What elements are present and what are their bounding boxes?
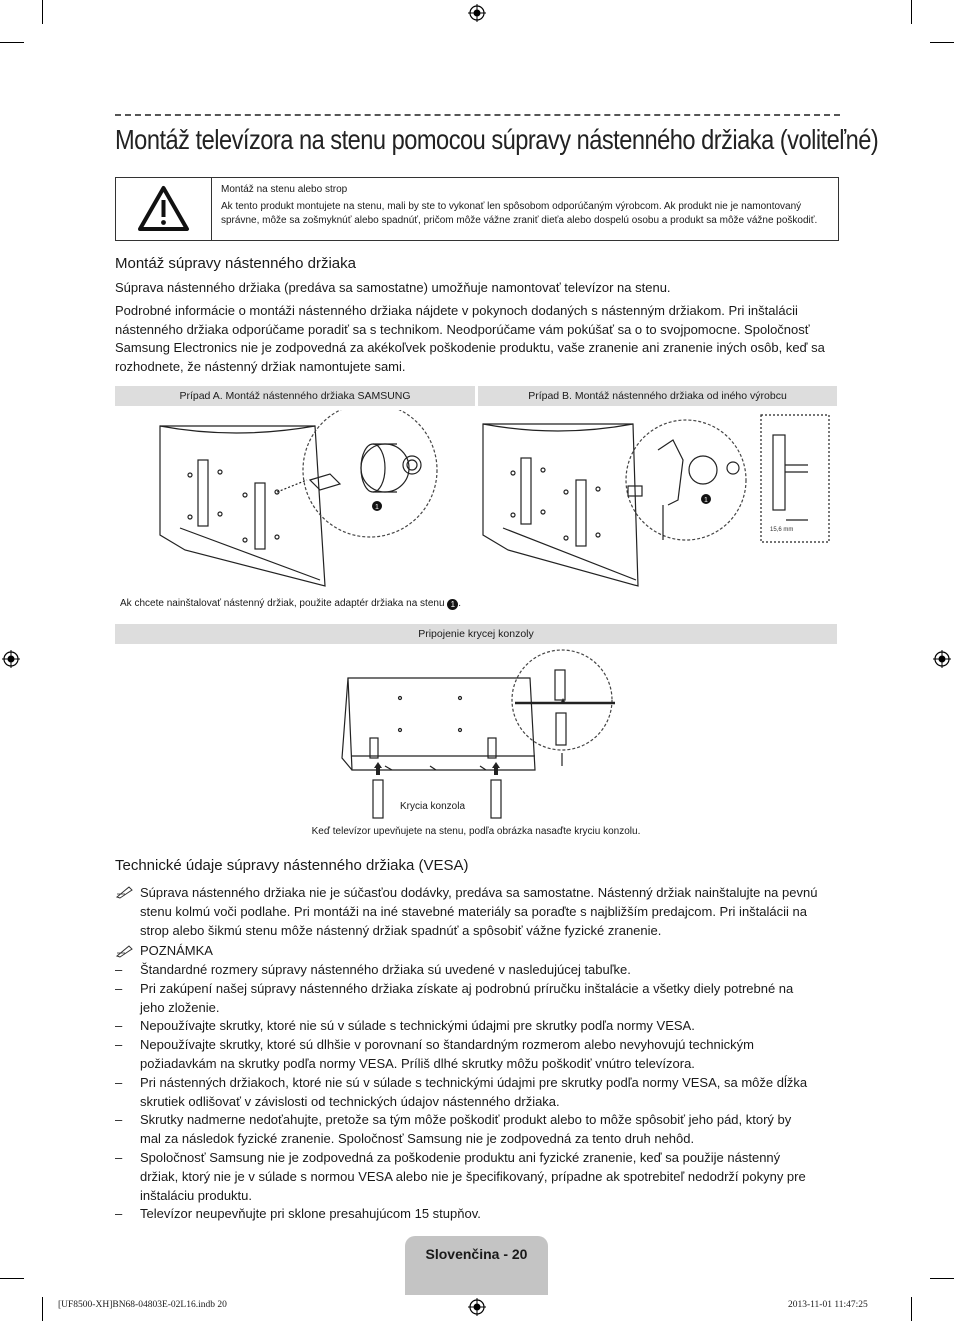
dash-bullet: – (115, 1112, 123, 1128)
registration-mark-icon (468, 4, 486, 22)
print-slug-left: [UF8500-XH]BN68-04803E-02L16.indb 20 (58, 1300, 227, 1310)
print-slug-right: 2013-11-01 11:47:25 (788, 1300, 868, 1310)
crop-mark (42, 0, 43, 24)
list-item (115, 1074, 815, 1112)
case-b-illustration (478, 410, 838, 595)
pencil-note-icon (116, 944, 134, 958)
dash-bullet: – (115, 1074, 123, 1090)
list-item (115, 980, 815, 1018)
case-b-bar: Prípad B. Montáž nástenného držiaka od iného výrobcu (478, 386, 837, 406)
dash-bullet: – (115, 1206, 123, 1222)
warning-triangle-icon (116, 178, 211, 240)
crop-mark (911, 1297, 912, 1321)
dimension-label: 15,6 mm (770, 527, 794, 533)
list-item (115, 1017, 815, 1036)
list-item (115, 1149, 815, 1205)
list-item-text: Nepoužívajte skrutky, ktoré nie sú v súlade s technickými údajmi pre skrutky podľa normy VESA. (140, 1018, 695, 1034)
registration-mark-icon (468, 1298, 486, 1316)
marker-1: 1 (704, 497, 708, 504)
page-number-tab (405, 1236, 548, 1295)
registration-mark-icon (933, 650, 951, 668)
pencil-note-icon (116, 885, 134, 899)
paragraph: Podrobné informácie o montáži nástenného držiaka nájdete v pokynoch dodaných s nástenným držiakom. Pri inštalácii nástenného držiaka odporúčame poradiť sa s technikom. Neodporúčame vám pokúšať sa o to svojpomocne. Spoločnosť Samsung Electronics nie je zodpovedná za akékoľvek poškodenie produktu, vaše zranenie ani zranenie iných osôb, keď sa rozhodnete, že nástenný držiak namontujete sami. (115, 303, 825, 374)
crop-mark (911, 0, 912, 24)
list-item (115, 1111, 815, 1149)
warning-heading: Montáž na stenu alebo strop (221, 184, 348, 195)
case-a-bar: Prípad A. Montáž nástenného držiaka SAMSUNG (115, 386, 475, 406)
warning-icon-cell (116, 178, 212, 240)
section-heading: Montáž súpravy nástenného držiaka (115, 255, 356, 272)
dash-bullet: – (115, 1037, 123, 1053)
warning-box (115, 177, 839, 241)
adapter-note-end: . (458, 598, 462, 609)
crop-mark (42, 1297, 43, 1321)
title-rule (115, 114, 840, 116)
section-heading: Technické údaje súpravy nástenného držiaka (VESA) (115, 857, 469, 874)
paragraph: Súprava nástenného držiaka (predáva sa samostatne) umožňuje namontovať televízor na stenu. (115, 280, 671, 295)
dash-bullet: – (115, 962, 123, 977)
cover-bracket-label: Krycia konzola (400, 801, 466, 812)
cover-bracket-bar: Pripojenie krycej konzoly (115, 624, 837, 644)
list-item (115, 961, 815, 980)
warning-body: Ak tento produkt montujete na stenu, mali by ste to vykonať len spôsobom odporúčaným výrobcom. Ak produkt nie je namontovaný správne, môže sa zošmyknúť alebo spadnúť, pričom môže vážne zraniť dieťa alebo dospelú osobu a produkt sa môže vážne poškodiť. (221, 201, 818, 226)
adapter-note (120, 598, 461, 610)
note-intro: Súprava nástenného držiaka nie je súčasťou dodávky, predáva sa samostatne. Nástenný držiak nainštalujte na pevnú stenu kolmú voči podlahe. Pri montáži na iné stavebné materiály sa poraďte s najbližším predajcom. Pri inštalácii na strop alebo šikmú stenu môže nástenný držiak spadnúť a spôsobiť vážne fyzické zranenie. (140, 885, 818, 938)
marker-1: 1 (447, 599, 458, 610)
cover-bracket-illustration (330, 648, 620, 823)
adapter-note-text: Ak chcete nainštalovať nástenný držiak, použite adaptér držiaka na stenu (120, 598, 445, 609)
crop-mark (0, 42, 24, 43)
dash-bullet: – (115, 1018, 123, 1034)
list-item (115, 1036, 815, 1074)
dash-bullet: – (115, 1149, 123, 1165)
case-a-illustration (115, 410, 475, 595)
note-label: POZNÁMKA (140, 943, 213, 958)
note-items (115, 961, 815, 1224)
page-number: Slovenčina - 20 (425, 1246, 528, 1262)
list-item (115, 1205, 815, 1224)
crop-mark (930, 42, 954, 43)
list-item-text: Televízor neupevňujte pri sklone presahujúcom 15 stupňov. (140, 1206, 481, 1222)
crop-mark (0, 1278, 24, 1279)
marker-1: 1 (375, 504, 379, 511)
list-item-text: Pri zakúpení našej súpravy nástenného držiaka získate aj podrobnú príručku inštalácie a všetky diely potrebné na jeho zloženie. (140, 980, 794, 1015)
cover-bracket-note: Keď televízor upevňujete na stenu, podľa obrázka nasaďte kryciu konzolu. (311, 826, 641, 837)
registration-mark-icon (2, 650, 20, 668)
list-item-text: Štandardné rozmery súpravy nástenného držiaka sú uvedené v nasledujúcej tabuľke. (140, 962, 631, 977)
crop-mark (930, 1278, 954, 1279)
dash-bullet: – (115, 980, 123, 996)
list-item-text: Skrutky nadmerne nedoťahujte, pretože sa tým môže poškodiť produkt alebo to môže spôsobiť jeho pád, ktorý by mal za následok fyzické zranenie. Spoločnosť Samsung nie je zodpovedná za tento druh nehôd. (140, 1112, 792, 1147)
page-title: Montáž televízora na stenu pomocou súpravy nástenného držiaka (voliteľné) (115, 124, 879, 155)
list-item-text: Pri nástenných držiakoch, ktoré nie sú v súlade s technickými údajmi pre skrutky podľa normy VESA, sa môže dĺžka skrutiek odlišovať v závislosti od technických údajov nástenného držiaka. (140, 1074, 808, 1109)
list-item-text: Nepoužívajte skrutky, ktoré sú dlhšie v porovnaní so štandardným rozmerom alebo nevyhovujú technickým požiadavkám na skrutky podľa normy VESA. Príliš dlhé skrutky môžu poškodiť vnútro televízora. (140, 1037, 754, 1071)
list-item-text: Spoločnosť Samsung nie je zodpovedná za poškodenie produktu ani fyzické zranenie, keď sa použije nástenný držiak, ktorý nie je v súlade s normou VESA alebo nie je špecifikovaný, prípadne ak spotrebiteľ nedodrží pokyny pre inštaláciu produktu. (140, 1149, 806, 1203)
